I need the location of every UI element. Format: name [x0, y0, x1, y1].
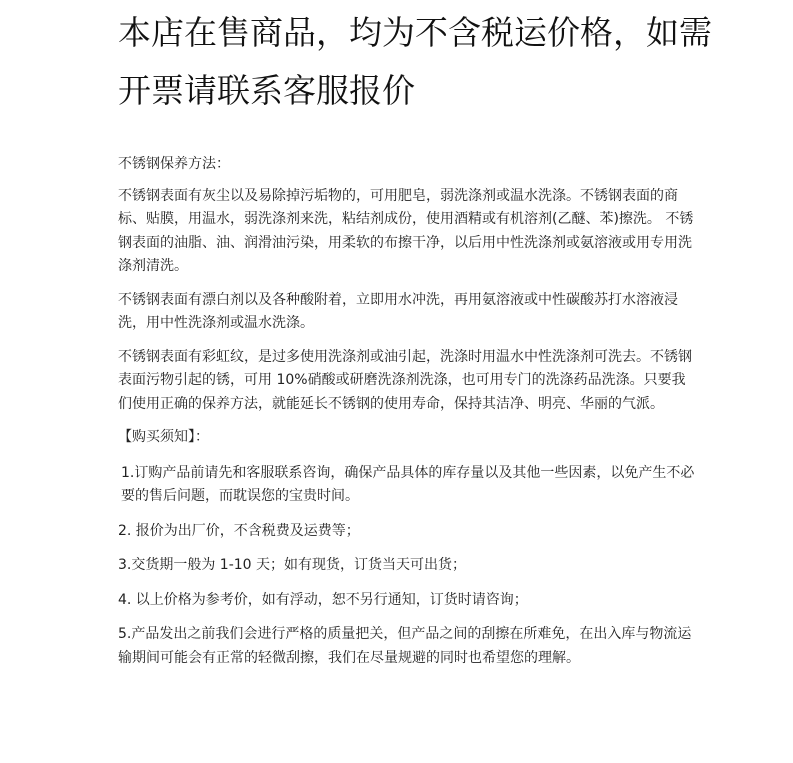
notice-item-quality: 5.产品发出之前我们会进行严格的质量把关，但产品之间的刮擦在所难免，在出入库与物流运 输期间可能会有正常的轻微刮擦，我们在尽量规避的同时也希望您的理解。: [118, 626, 692, 666]
page-headline: 本店在售商品，均为不含税运价格，如需开票请联系客服报价: [118, 13, 712, 110]
care-title: 不锈钢保养方法：: [118, 156, 230, 172]
body-text: [118, 153, 698, 670]
care-paragraph-dust: 不锈钢表面有灰尘以及易除掉污垢物的，可用肥皂，弱洗涤剂或温水洗涤。不锈钢表面的商标、贴膜，用温水，弱洗涤剂来洗，粘结剂成份，使用酒精或有机溶剂(乙醚、苯)擦洗。 不锈钢表面的油脂、油、润滑油污染，用柔软的布擦干净，以后用中性洗涤剂或氨溶液或用专用洗涤剂清洗。: [118, 187, 694, 274]
notice-item-reference-price: 4. 以上价格为参考价，如有浮动，恕不另行通知，订货时请咨询；: [118, 591, 528, 608]
notice-item-delivery: 3.交货期一般为 1-10 天；如有现货，订货当天可出货；: [118, 557, 467, 573]
notice-item-price: 2. 报价为出厂价，不含税费及运费等；: [118, 522, 360, 539]
notice-item-consult: 1.订购产品前请先和客服联系咨询，确保产品具体的库存量以及其他一些因素，以免产生不必要的售后问题，而耽误您的宝贵时间。: [121, 464, 695, 504]
purchase-notice-heading: 【购买须知】：: [118, 429, 209, 445]
care-paragraph-rainbow: 不锈钢表面有彩虹纹，是过多使用洗涤剂或油引起，洗涤时用温水中性洗涤剂可洗去。不锈钢表面污物引起的锈，可用 10%硝酸或研磨洗涤剂洗涤，也可用专门的洗涤药品洗涤。只要我们使用正确的保养方法，就能延长不锈钢的使用寿命，保持其洁净、明亮、华丽的气派。: [118, 348, 692, 412]
care-paragraph-bleach: 不锈钢表面有漂白剂以及各种酸附着，立即用水冲洗，再用氨溶液或中性碳酸苏打水溶液浸洗，用中性洗涤剂或温水洗涤。: [118, 291, 678, 331]
